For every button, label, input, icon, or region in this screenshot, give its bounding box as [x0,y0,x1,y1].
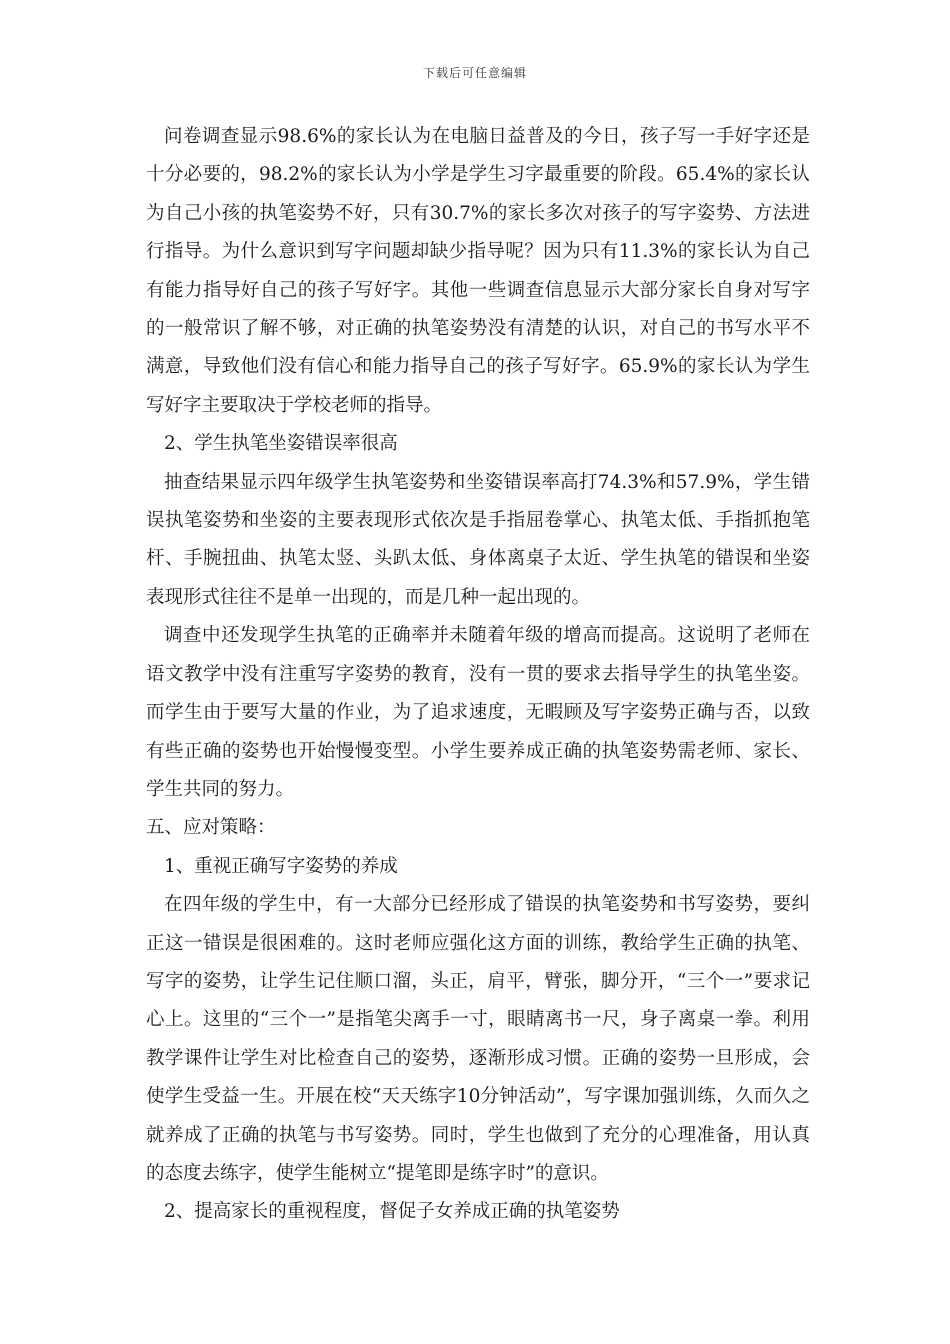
section-heading-strategies: 五、应对策略： [146,817,276,839]
subheading-parent-involvement: 2、提高家长的重视程度，督促子女养成正确的执笔姿势 [164,1201,620,1223]
paragraph-sampling-results: 抽查结果显示四年级学生执笔姿势和坐姿错误率高打74.3%和57.9%，学生错误执笔姿势和坐姿的主要表现形式依次是手指屈卷掌心、执笔太低、手指抓抱笔杆、手腕扭曲、执笔太竖、头趴太低、身体离桌子太近、学生执笔的错误和坐姿表现形式往往不是单一出现的，而是几种一起出现的。 [146,471,810,608]
paragraph-investigation-findings: 调查中还发现学生执笔的正确率并未随着年级的增高而提高。这说明了老师在语文教学中没有注重写字姿势的教育，没有一贯的要求去指导学生的执笔坐姿。而学生由于要写大量的作业，为了追求速度，无暇顾及写字姿势正确与否，以致有些正确的姿势也开始慢慢变型。小学生要养成正确的执笔姿势需老师、家长、学生共同的努力。 [146,625,810,800]
document-body [146,118,810,1232]
subheading-correct-posture: 1、重视正确写字姿势的养成 [164,855,398,877]
page-header: 下载后可任意编辑 [422,66,527,80]
paragraph-posture-training: 在四年级的学生中，有一大部分已经形成了错误的执笔姿势和书写姿势，要纠正这一错误是很困难的。这时老师应强化这方面的训练，教给学生正确的执笔、写字的姿势，让学生记住顺口溜，头正，肩平，臂张，脚分开，“三个一”要求记心上。这里的“三个一”是指笔尖离手一寸，眼睛离书一尺，身子离桌一拳。利用教学课件让学生对比检查自己的姿势，逐渐形成习惯。正确的姿势一旦形成，会使学生受益一生。开展在校“天天练字10分钟活动”，写字课加强训练，久而久之就养成了正确的执笔与书写姿势。同时，学生也做到了充分的心理准备，用认真的态度去练字，使学生能树立“提笔即是练字时”的意识。 [146,894,810,1184]
paragraph-survey-results: 问卷调查显示98.6%的家长认为在电脑日益普及的今日，孩子写一手好字还是十分必要的，98.2%的家长认为小学是学生习字最重要的阶段。65.4%的家长认为自己小孩的执笔姿势不好，只有30.7%的家长多次对孩子的写字姿势、方法进行指导。为什么意识到写字问题却缺少指导呢？因为只有11.3%的家长认为自己有能力指导好自己的孩子写好字。其他一些调查信息显示大部分家长自身对写字的一般常识了解不够，对正确的执笔姿势没有清楚的认识，对自己的书写水平不满意，导致他们没有信心和能力指导自己的孩子写好字。65.9%的家长认为学生写好字主要取决于学校老师的指导。 [146,126,810,416]
subheading-posture-error-rate: 2、学生执笔坐姿错误率很高 [164,433,398,455]
